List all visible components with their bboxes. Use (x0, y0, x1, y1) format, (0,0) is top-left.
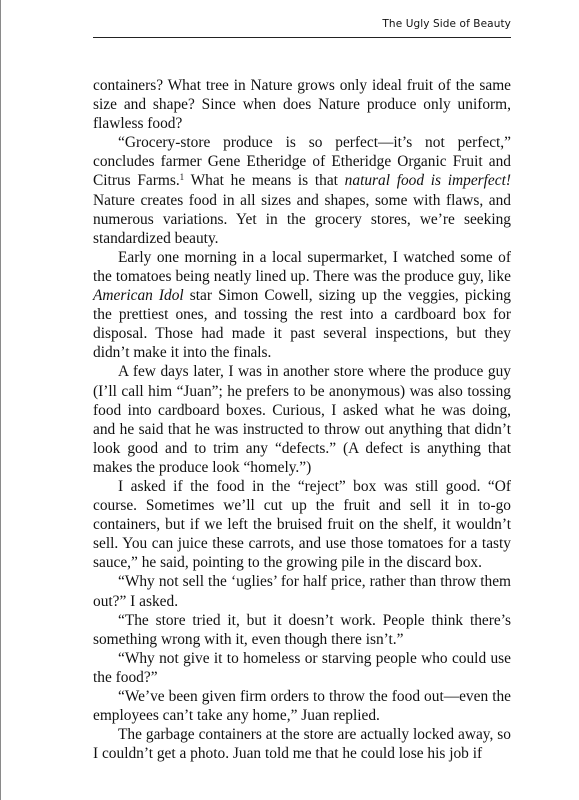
text-run: “Why not sell the ‘uglies’ for half price, rather than throw them out?” I asked. (93, 573, 511, 610)
footnote-marker: 1 (179, 172, 185, 183)
italic-text: American Idol (93, 287, 184, 305)
text-run: “Grocery-store produce is so perfect—it’s not perfect,” concludes farmer Gene Etheridge of Etheridge Organic Fruit and Citrus Farms. (93, 134, 511, 190)
paragraph (93, 687, 511, 725)
text-run: “We’ve been given firm orders to throw the food out—even the employees can’t take any home,” Juan replied. (93, 688, 511, 725)
text-run: I asked if the food in the “reject” box was still good. “Of course. Sometimes we’ll cut up the fruit and sell it in to-go containers, but if we left the bruised fruit on the shelf, it wouldn’t sell. You can juice these carrots, and use those tomatoes for a tasty sauce,” he said, pointing to the growing pile in the discard box. (93, 477, 511, 572)
text-run: star Simon Cowell, sizing up the veggies, picking the prettiest ones, and tossing the rest into a cardboard box for disposal. Those had made it past several inspections, but they didn’t make it into the finals. (93, 287, 511, 362)
text-run: Early one morning in a local supermarket, I watched some of the tomatoes being neatly lined up. There was the produce guy, like (93, 248, 511, 285)
body-text (93, 76, 511, 763)
paragraph (93, 725, 511, 763)
page-edge-line (0, 0, 1, 800)
running-head: The Ugly Side of Beauty (382, 18, 511, 30)
text-run: containers? What tree in Nature grows only ideal fruit of the same size and shape? Since when does Nature produce only uniform, flawless food? (93, 77, 511, 133)
paragraph (93, 611, 511, 649)
paragraph (93, 248, 511, 363)
paragraph (93, 649, 511, 687)
paragraph (93, 477, 511, 572)
text-run: Nature creates food in all sizes and shapes, some with flaws, and numerous variations. Yet in the grocery stores, we’re seeking standardized beauty. (93, 191, 511, 247)
text-run: What he means is that (184, 172, 345, 190)
text-run: “The store tried it, but it doesn’t work. People think there’s something wrong with it, even though there isn’t.” (93, 611, 511, 648)
italic-text: natural food is imperfect! (344, 172, 511, 190)
header-rule (93, 37, 511, 38)
text-run: A few days later, I was in another store where the produce guy (I’ll call him “Juan”; he prefers to be anonymous) was also tossing food into cardboard boxes. Curious, I asked what he was doing, and he said that he was instructed to throw out anything that didn’t look good and to trim any “defects.” (A defect is anything that makes the produce look “homely.”) (93, 363, 511, 476)
paragraph (93, 362, 511, 477)
paragraph (93, 572, 511, 610)
paragraph (93, 76, 511, 133)
text-run: The garbage containers at the store are actually locked away, so I couldn’t get a photo. Juan told me that he could lose his job if (93, 726, 511, 763)
paragraph (93, 133, 511, 248)
text-run: “Why not give it to homeless or starving people who could use the food?” (93, 649, 511, 686)
